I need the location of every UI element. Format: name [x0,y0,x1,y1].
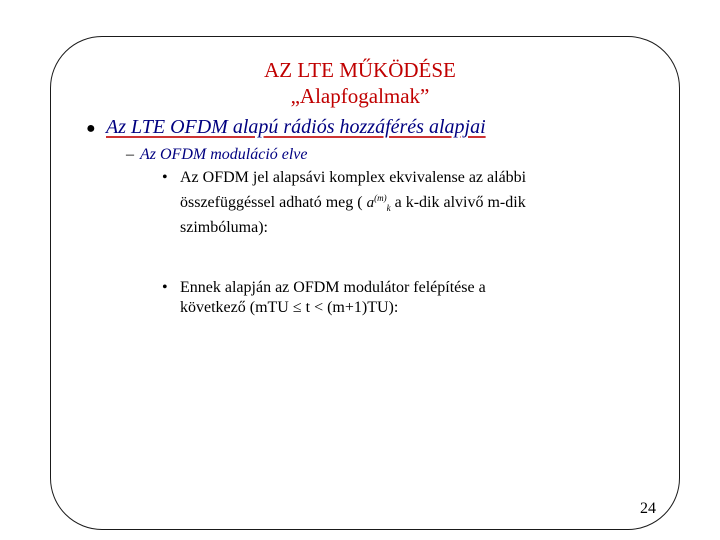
level1-item [86,116,486,139]
point2-line2: következő (mTU ≤ t < (m+1)TU): [180,299,399,316]
page-number: 24 [640,500,656,517]
slide-title: AZ LTE MŰKÖDÉSE [264,58,456,82]
bullet-dot-icon: • [162,279,168,296]
point-modulator [162,278,486,318]
level2-item [126,146,308,164]
formula-base: a [366,195,375,211]
point1-line2b: a k-dik alvivő m-dik [394,194,526,211]
formula-sup: (m) [374,193,387,203]
formula-sub: k [386,203,391,213]
bullet-icon: ● [86,120,96,137]
point2-line1: Ennek alapján az OFDM modulátor felépítése a [180,279,486,296]
point1-line2a: összefüggéssel adható meg ( [180,194,363,211]
bullet-dot-icon: • [162,169,168,186]
point1-line3: szimbóluma): [180,219,268,236]
level2-text: Az OFDM moduláció elve [140,146,308,163]
point1-line1: Az OFDM jel alapsávi komplex ekvivalense az alábbi [180,169,527,186]
level1-text: Az LTE OFDM alapú rádiós hozzáférés alapjai [106,116,486,138]
point-ofdm-signal [162,168,526,238]
symbol-formula [363,188,395,218]
slide-subtitle: „Alapfogalmak” [290,84,430,108]
dash-icon: – [126,146,134,163]
